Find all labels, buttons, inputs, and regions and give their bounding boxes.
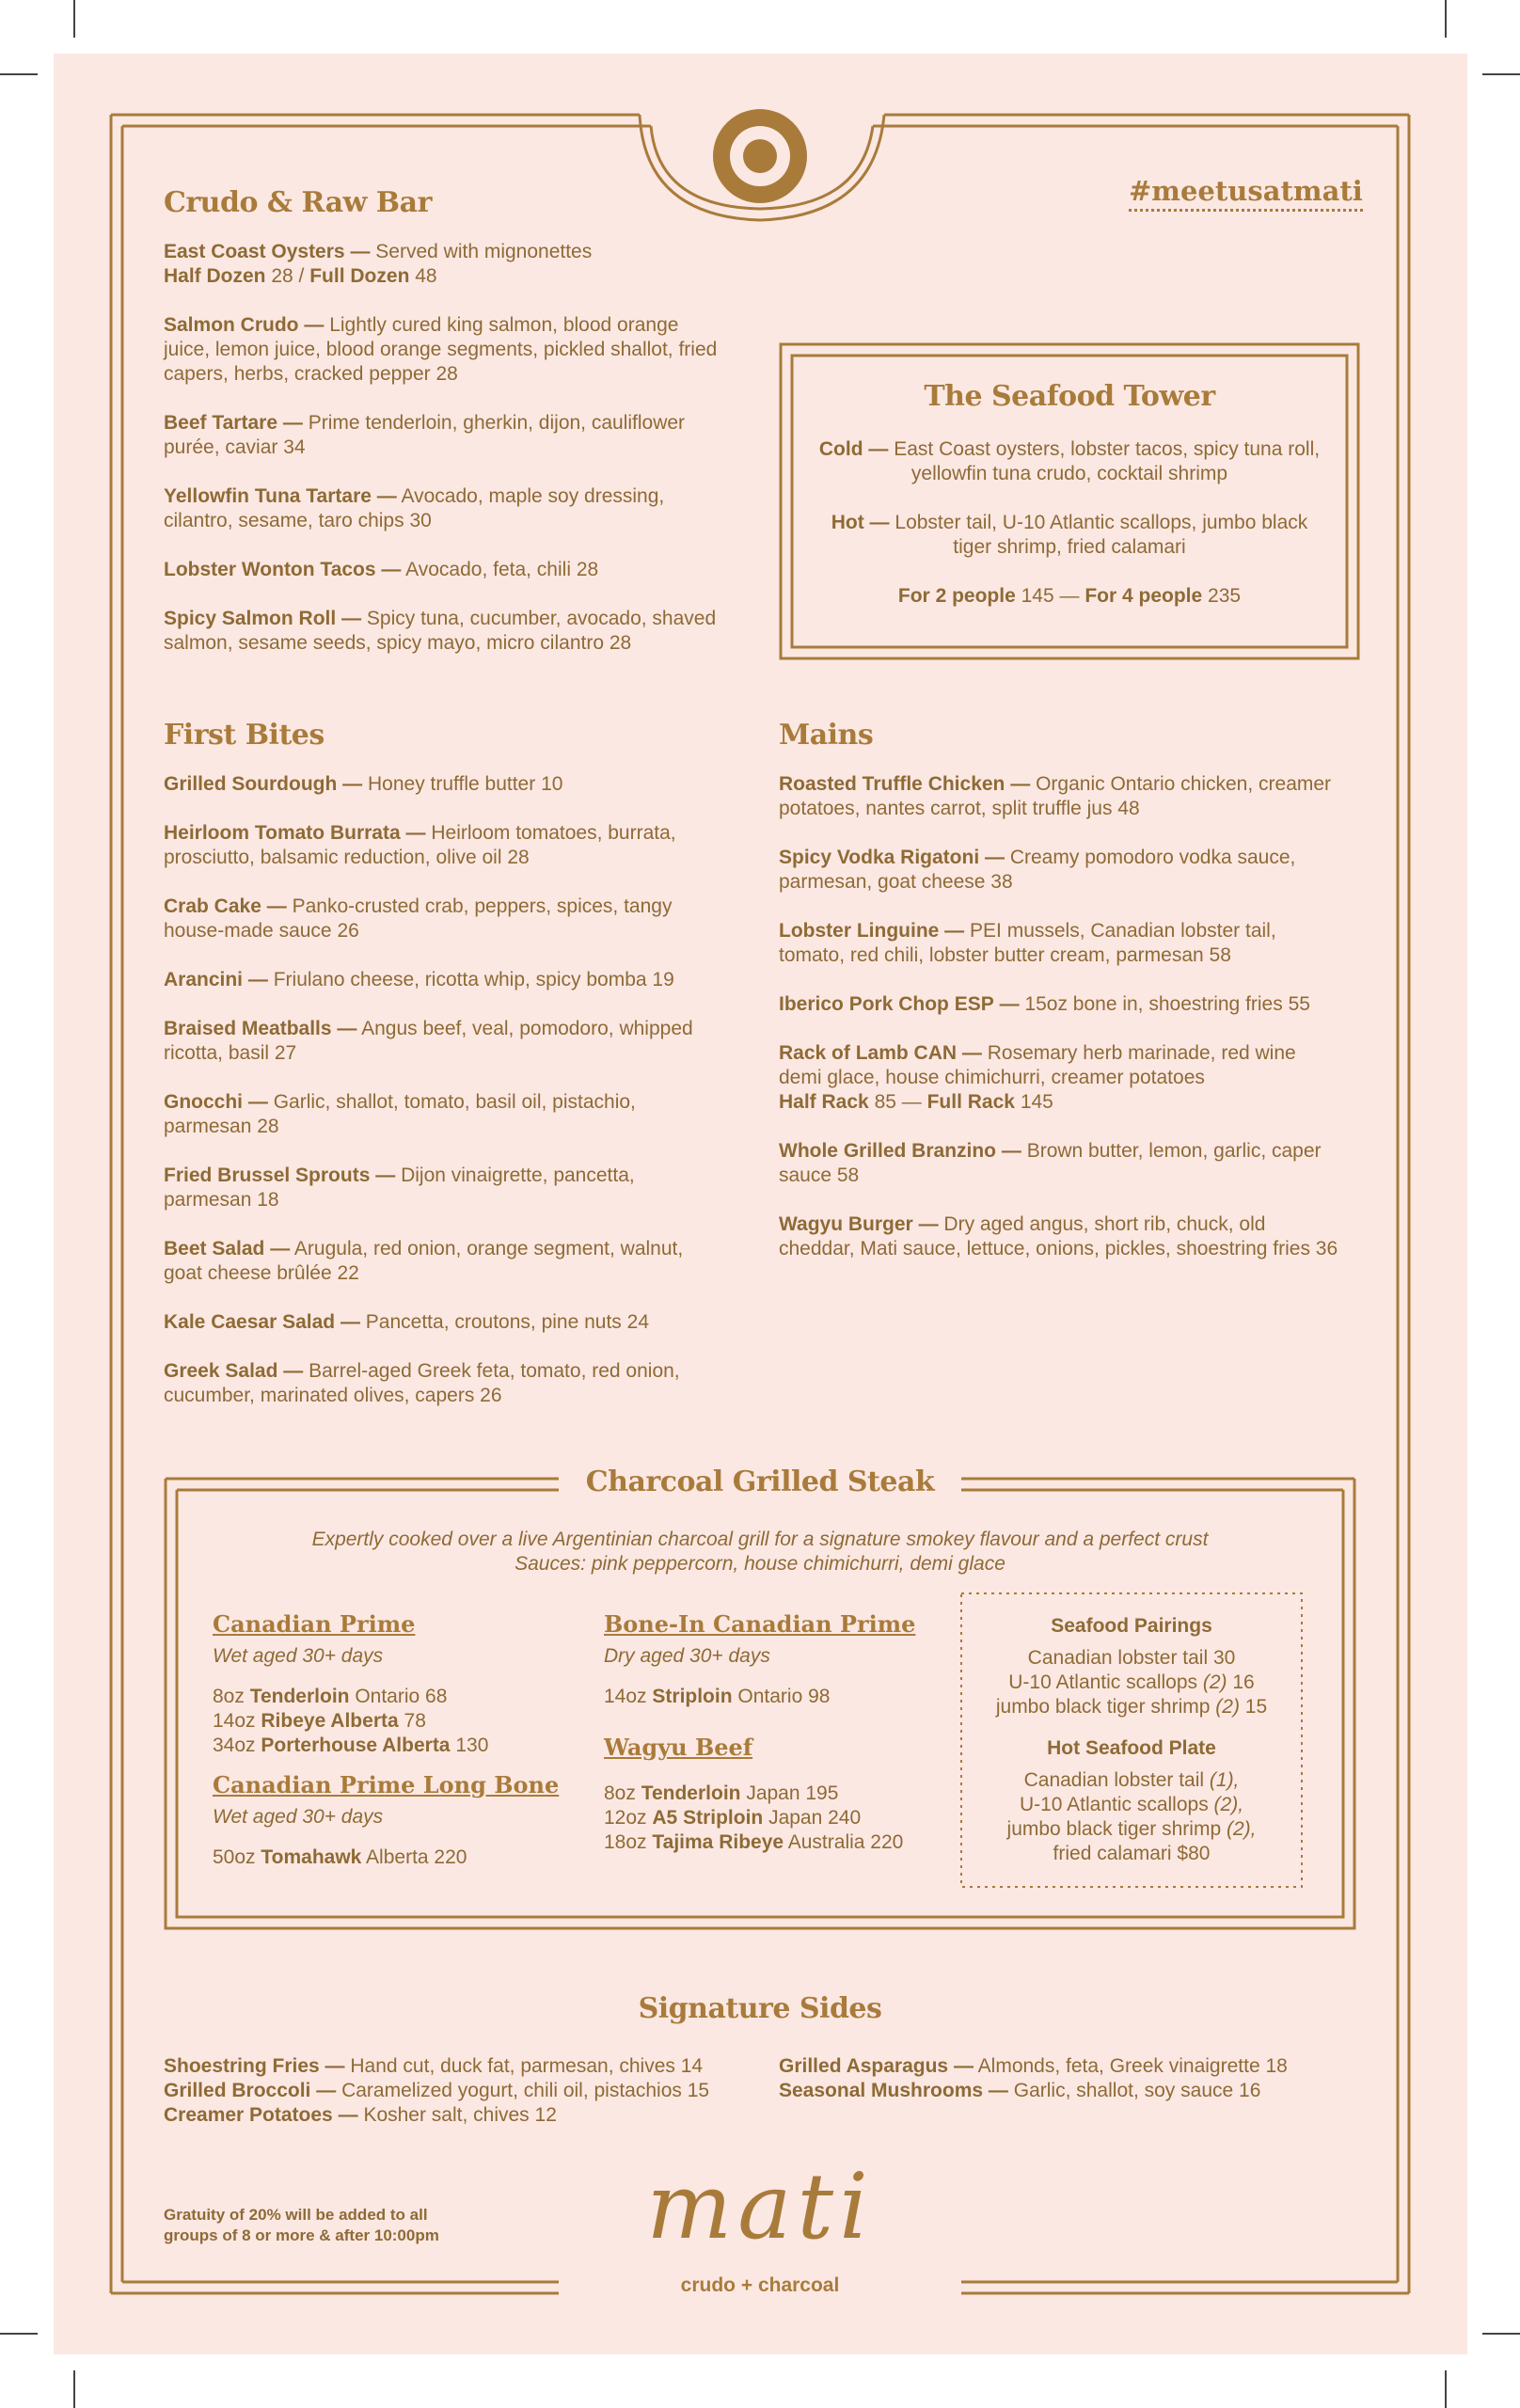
- item-name: Whole Grilled Branzino: [779, 1140, 997, 1162]
- item-name: Heirloom Tomato Burrata: [164, 822, 401, 844]
- item-desc: Angus beef, veal, pomodoro, whipped ricotta, basil 27: [164, 1018, 693, 1064]
- hashtag-block: [1129, 175, 1363, 207]
- crop-mark: [1482, 2333, 1520, 2335]
- tagline: crudo + charcoal: [680, 2274, 840, 2296]
- lamb-half-price: 85: [874, 1091, 896, 1113]
- bicp-aged: Dry aged 30+ days: [604, 1645, 770, 1667]
- tower-cold: Cold — East Coast oysters, lobster tacos, spicy tuna roll, yellowfin tuna crudo, cocktail shrimp: [818, 438, 1321, 484]
- menu-item: Grilled Sourdough — Honey truffle butter 10: [164, 773, 563, 795]
- sides-right: [779, 2054, 1362, 2103]
- item-name: Braised Meatballs: [164, 1018, 332, 1039]
- menu-item: Spicy Salmon Roll — Spicy tuna, cucumber, avocado, shaved salmon, sesame seeds, spicy mayo, micro cilantro 28: [164, 608, 717, 654]
- mains-section: [779, 719, 1343, 1286]
- item-name: East Coast Oysters: [164, 241, 345, 262]
- item-name: Grilled Sourdough: [164, 773, 338, 795]
- item-name: Roasted Truffle Chicken: [779, 773, 1005, 795]
- item-desc: Panko-crusted crab, peppers, spices, tangy house-made sauce 26: [164, 895, 673, 942]
- item-desc: Heirloom tomatoes, burrata, prosciutto, balsamic reduction, olive oil 28: [164, 822, 676, 868]
- item-desc: Dry aged angus, short rib, chuck, old cheddar, Mati sauce, lettuce, onions, pickles, shoestring fries 36: [779, 1213, 1338, 1259]
- tower-title: The Seafood Tower: [924, 380, 1215, 413]
- menu-item: Heirloom Tomato Burrata — Heirloom tomatoes, burrata, prosciutto, balsamic reduction, olive oil 28: [164, 822, 676, 868]
- menu-item: Arancini — Friulano cheese, ricotta whip, spicy bomba 19: [164, 969, 674, 990]
- raw-bar-title: Crudo & Raw Bar: [164, 186, 432, 219]
- pairing-line: Canadian lobster tail 30: [1027, 1647, 1236, 1669]
- cp-aged: Wet aged 30+ days: [213, 1645, 384, 1667]
- menu-item: Fried Brussel Sprouts — Dijon vinaigrette, pancetta, parmesan 18: [164, 1164, 635, 1211]
- side-item: Grilled Asparagus — Almonds, feta, Greek vinaigrette 18: [779, 2055, 1288, 2077]
- wagyu-title: Wagyu Beef: [604, 1734, 753, 1761]
- menu-item: Gnocchi — Garlic, shallot, tomato, basil oil, pistachio, parmesan 28: [164, 1091, 636, 1137]
- oyster-full-label: Full Dozen: [309, 265, 410, 287]
- item-name: Lobster Linguine: [779, 920, 940, 942]
- item-name: Greek Salad: [164, 1360, 278, 1382]
- steak-line: 12oz A5 Striploin Japan 240: [604, 1807, 862, 1829]
- mati-logo: mati: [646, 2154, 874, 2259]
- item-name: Kale Caesar Salad: [164, 1311, 336, 1333]
- hot-plate-title: Hot Seafood Plate: [1047, 1737, 1216, 1759]
- lamb-full-price: 145: [1020, 1091, 1053, 1113]
- item-desc: 15oz bone in, shoestring fries 55: [1024, 993, 1310, 1015]
- item-desc: Honey truffle butter 10: [368, 773, 563, 795]
- item-desc: Arugula, red onion, orange segment, walnut, goat cheese brûlée 22: [164, 1238, 684, 1284]
- menu-item: Lobster Wonton Tacos — Avocado, feta, chili 28: [164, 559, 599, 580]
- menu-item: Kale Caesar Salad — Pancetta, croutons, pine nuts 24: [164, 1311, 649, 1333]
- steak-intro-line2: Sauces: pink peppercorn, house chimichurri, demi glace: [515, 1553, 1005, 1575]
- item-desc: Avocado, feta, chili 28: [405, 559, 599, 580]
- item-desc: Organic Ontario chicken, creamer potatoes, nantes carrot, split truffle jus 48: [779, 773, 1332, 819]
- side-item: Grilled Broccoli — Caramelized yogurt, chili oil, pistachios 15: [164, 2080, 710, 2101]
- steak-line: 14oz Striploin Ontario 98: [604, 1686, 831, 1707]
- tower-p2-label: For 2 people: [897, 585, 1016, 607]
- oyster-half-price: 28 /: [271, 265, 305, 287]
- hot-plate-line: jumbo black tiger shrimp (2),: [1006, 1818, 1257, 1840]
- hot-plate-line: U-10 Atlantic scallops (2),: [1019, 1794, 1244, 1815]
- first-bites-title: First Bites: [164, 719, 325, 752]
- menu-item: East Coast Oysters — Served with mignonettes Half Dozen 28 / Full Dozen 48: [164, 241, 593, 287]
- pairing-line: jumbo black tiger shrimp (2) 15: [995, 1696, 1268, 1718]
- steak-col-bonein: [604, 1610, 961, 1855]
- menu-item: Braised Meatballs — Angus beef, veal, pomodoro, whipped ricotta, basil 27: [164, 1018, 693, 1064]
- cplb-title: Canadian Prime Long Bone: [213, 1771, 560, 1798]
- tower-hot: Hot — Lobster tail, U-10 Atlantic scallops, jumbo black tiger shrimp, fried calamari: [831, 512, 1308, 558]
- bicp-title: Bone-In Canadian Prime: [604, 1610, 916, 1638]
- crop-mark: [73, 2370, 75, 2408]
- side-item: Shoestring Fries — Hand cut, duck fat, parmesan, chives 14: [164, 2055, 704, 2077]
- hashtag[interactable]: #meetusatmati: [1129, 175, 1363, 212]
- item-desc: Spicy tuna, cucumber, avocado, shaved salmon, sesame seeds, spicy mayo, micro cilantro 28: [164, 608, 717, 654]
- hot-plate-line: fried calamari $80: [1053, 1843, 1211, 1864]
- gratuity-line1: Gratuity of 20% will be added to all: [164, 2206, 428, 2224]
- gratuity-note: [164, 2205, 439, 2246]
- crop-mark: [0, 73, 38, 75]
- item-name: Salmon Crudo: [164, 314, 299, 336]
- sides-title: Signature Sides: [638, 1992, 882, 2025]
- oyster-full-price: 48: [415, 265, 437, 287]
- first-bites-section: [164, 719, 719, 1433]
- item-name: Crab Cake: [164, 895, 261, 917]
- hot-plate-line: Canadian lobster tail (1),: [1023, 1769, 1240, 1791]
- menu-item: Yellowfin Tuna Tartare — Avocado, maple soy dressing, cilantro, sesame, taro chips 30: [164, 485, 665, 531]
- steak-line: 18oz Tajima Ribeye Australia 220: [604, 1831, 904, 1853]
- menu-item: Greek Salad — Barrel-aged Greek feta, tomato, red onion, cucumber, marinated olives, capers 26: [164, 1360, 680, 1406]
- steak-title: Charcoal Grilled Steak: [585, 1465, 935, 1498]
- crop-mark: [0, 2333, 38, 2335]
- item-desc: Creamy pomodoro vodka sauce, parmesan, goat cheese 38: [779, 847, 1296, 893]
- cplb-aged: Wet aged 30+ days: [213, 1806, 384, 1828]
- item-desc: Prime tenderloin, gherkin, dijon, cauliflower purée, caviar 34: [164, 412, 686, 458]
- crop-mark: [73, 0, 75, 38]
- lamb-full-label: Full Rack: [926, 1091, 1015, 1113]
- crop-mark: [1445, 0, 1447, 38]
- item-desc: Rosemary herb marinade, red wine demi glace, house chimichurri, creamer potatoes: [779, 1042, 1296, 1088]
- item-desc: Lightly cured king salmon, blood orange juice, lemon juice, blood orange segments, pickled shallot, fried capers, herbs, cracked pepper 28: [164, 314, 718, 385]
- item-desc: Pancetta, croutons, pine nuts 24: [365, 1311, 649, 1333]
- menu-item: Beet Salad — Arugula, red onion, orange segment, walnut, goat cheese brûlée 22: [164, 1238, 684, 1284]
- item-name: Arancini: [164, 969, 244, 990]
- lamb-half-label: Half Rack: [779, 1091, 869, 1113]
- gratuity-line2: groups of 8 or more & after 10:00pm: [164, 2226, 439, 2244]
- steak-intro-line1: Expertly cooked over a live Argentinian charcoal grill for a signature smokey flavour and a perfect crust: [311, 1529, 1209, 1550]
- item-name: Spicy Vodka Rigatoni: [779, 847, 980, 868]
- menu-item: Lobster Linguine — PEI mussels, Canadian lobster tail, tomato, red chili, lobster butter cream, parmesan 58: [779, 920, 1276, 966]
- tower-p4-label: For 4 people: [1085, 585, 1203, 607]
- raw-bar-section: [164, 186, 728, 680]
- crop-mark: [1482, 73, 1520, 75]
- item-name: Yellowfin Tuna Tartare: [164, 485, 372, 507]
- steak-line: 8oz Tenderloin Japan 195: [604, 1782, 839, 1804]
- tower-p2-price: 145: [1021, 585, 1054, 607]
- steak-line: 50oz Tomahawk Alberta 220: [213, 1846, 467, 1868]
- steak-line: 8oz Tenderloin Ontario 68: [213, 1686, 448, 1707]
- item-name: Iberico Pork Chop ESP: [779, 993, 994, 1015]
- tower-cold-desc: East Coast oysters, lobster tacos, spicy tuna roll, yellowfin tuna crudo, cocktail shrimp: [894, 438, 1321, 484]
- tower-cold-label: Cold: [818, 438, 863, 460]
- item-desc: Served with mignonettes: [375, 241, 593, 262]
- item-name: Wagyu Burger: [779, 1213, 913, 1235]
- tower-hot-label: Hot: [831, 512, 864, 533]
- menu-item: Iberico Pork Chop ESP — 15oz bone in, shoestring fries 55: [779, 993, 1310, 1015]
- crop-mark: [1445, 2370, 1447, 2408]
- side-item: Seasonal Mushrooms — Garlic, shallot, soy sauce 16: [779, 2080, 1261, 2101]
- menu-item: Crab Cake — Panko-crusted crab, peppers, spices, tangy house-made sauce 26: [164, 895, 673, 942]
- pairing-line: U-10 Atlantic scallops (2) 16: [1008, 1671, 1255, 1693]
- mains-title: Mains: [779, 719, 874, 752]
- side-item: Creamer Potatoes — Kosher salt, chives 12: [164, 2104, 557, 2126]
- tower-hot-desc: Lobster tail, U-10 Atlantic scallops, jumbo black tiger shrimp, fried calamari: [895, 512, 1308, 558]
- steak-line: 14oz Ribeye Alberta 78: [213, 1710, 426, 1732]
- item-name: Lobster Wonton Tacos: [164, 559, 376, 580]
- steak-intro: [188, 1528, 1332, 1576]
- steak-title-wrap: [559, 1465, 961, 1498]
- tower-p4-price: 235: [1208, 585, 1242, 607]
- item-name: Beef Tartare: [164, 412, 277, 434]
- item-desc: Brown butter, lemon, garlic, caper sauce 58: [779, 1140, 1322, 1186]
- menu-item: Beef Tartare — Prime tenderloin, gherkin, dijon, cauliflower purée, caviar 34: [164, 412, 686, 458]
- item-desc: Avocado, maple soy dressing, cilantro, sesame, taro chips 30: [164, 485, 665, 531]
- item-desc: Dijon vinaigrette, pancetta, parmesan 18: [164, 1164, 635, 1211]
- menu-item: Rack of Lamb CAN — Rosemary herb marinade, red wine demi glace, house chimichurri, creamer potatoes Half Rack 85 — Full Rack 145: [779, 1042, 1296, 1113]
- item-name: Rack of Lamb CAN: [779, 1042, 958, 1064]
- menu-item: Wagyu Burger — Dry aged angus, short rib, chuck, old cheddar, Mati sauce, lettuce, onions, pickles, shoestring fries 36: [779, 1213, 1338, 1259]
- item-desc: Garlic, shallot, tomato, basil oil, pistachio, parmesan 28: [164, 1091, 636, 1137]
- item-desc: Barrel-aged Greek feta, tomato, red onion, cucumber, marinated olives, capers 26: [164, 1360, 680, 1406]
- tower-prices: For 2 people 145 — For 4 people 235: [897, 585, 1242, 607]
- sides-title-wrap: [164, 1992, 1356, 2025]
- item-desc: PEI mussels, Canadian lobster tail, tomato, red chili, lobster butter cream, parmesan 58: [779, 920, 1276, 966]
- seafood-tower-section: [818, 380, 1321, 633]
- oyster-half-label: Half Dozen: [164, 265, 266, 287]
- menu-item: Spicy Vodka Rigatoni — Creamy pomodoro vodka sauce, parmesan, goat cheese 38: [779, 847, 1296, 893]
- menu-item: Roasted Truffle Chicken — Organic Ontario chicken, creamer potatoes, nantes carrot, split truffle jus 48: [779, 773, 1332, 819]
- item-name: Fried Brussel Sprouts: [164, 1164, 371, 1186]
- steak-col-canadian: [213, 1610, 570, 1870]
- item-name: Gnocchi: [164, 1091, 244, 1113]
- item-name: Spicy Salmon Roll: [164, 608, 337, 629]
- item-name: Beet Salad: [164, 1238, 265, 1259]
- item-desc: Friulano cheese, ricotta whip, spicy bomba 19: [273, 969, 674, 990]
- pairings-title: Seafood Pairings: [1051, 1615, 1212, 1637]
- steak-line: 34oz Porterhouse Alberta 130: [213, 1735, 489, 1756]
- brand-logo: [559, 2154, 961, 2259]
- seafood-pairings: [967, 1614, 1296, 1866]
- menu-item: Whole Grilled Branzino — Brown butter, lemon, garlic, caper sauce 58: [779, 1140, 1322, 1186]
- cp-title: Canadian Prime: [213, 1610, 416, 1638]
- sides-left: [164, 2054, 747, 2128]
- menu-item: Salmon Crudo — Lightly cured king salmon, blood orange juice, lemon juice, blood orange segments, pickled shallot, fried capers, herbs, cracked pepper 28: [164, 314, 718, 385]
